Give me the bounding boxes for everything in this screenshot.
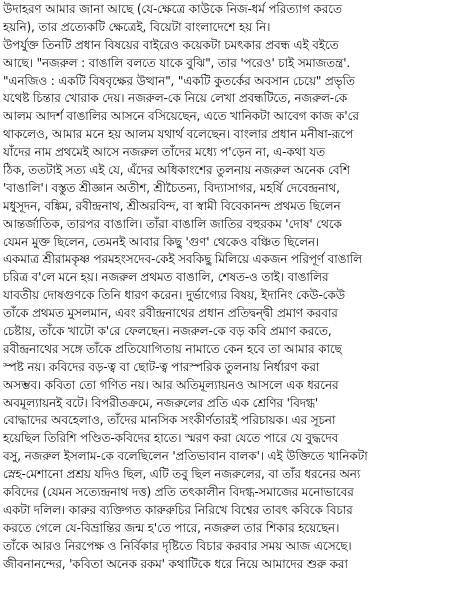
text-line: চেষ্টায়, তাঁকে খাটো ক'রে ফেলছেন। নজরুল-কে বড় কবি প্রমাণ করতে, <box>3 324 332 339</box>
text-line: যাবতীয় দোষগুণকে তিনি ধারণ করেন। দুর্ভাগ্যের বিষয়, ইদানিং কেউ-কেউ <box>3 288 345 303</box>
text-line: তাঁকে আরও নিরপেক্ষ ও নির্বিকার দৃষ্টিতে বিচার করবার সময় আজ এসেছে। <box>3 538 352 553</box>
text-line: উদাহরণ আমার জানা আছে (যে-ক্ষেত্রে কাউকে নিজ-ধর্ম পরিত্যাগ করতে <box>3 2 342 16</box>
text-line: বোদ্ধাদের অবহেলাও, তাঁদের মানসিক সংকীর্ণতারই পরিচায়ক। এর সূচনা <box>3 413 336 428</box>
text-line: আলম আদর্শ বাঙালির আসনে বসিয়েছেন, এতে খানিকটা আবেগ কাজ ক'রে <box>3 109 359 124</box>
text-line: কবিদের (যেমন সত্যেন্দ্রনাথ দত্ত) প্রতি তৎকালীন বিদগ্ধ-সমাজের মনোভাবের <box>3 485 354 500</box>
text-line: একটা দলিল। কারুর ব্যক্তিগত কারুরুচির নিরিখে বিশ্বের তাবৎ কবিকে বিচার <box>3 502 353 517</box>
text-line: তাঁকে প্রথমত মুসলমান, এবং রবীন্দ্রনাথের প্রধান প্রতিদ্বন্দ্বী প্রমাণ করবার <box>3 306 338 321</box>
text-line: যথেষ্ট চিন্তার খোরাক দেয়। নজরুল-কে নিয়ে লেখা প্রবন্ধটিতে, নজরুল-কে <box>3 91 348 106</box>
text-line: একমাত্র শ্রীরামকৃষ্ণ পরমহংসদেব-কেই সবকিছু মিলিয়ে একজন পরিপূর্ণ বাঙালি <box>3 252 362 267</box>
text-line: ঠিক, ততটাই সত্য এই যে, এঁদের অধিকাংশের তুলনায় নজরুল অনেক বেশি <box>3 163 350 178</box>
text-line <box>3 591 452 609</box>
text-line: অসম্ভব। কবিতা তো গণিত নয়। আর অতিমূল্যায়নও আসলে এক ধরনের <box>3 377 339 392</box>
text-line: মধুসূদন, বঙ্কিম, রবীন্দ্রনাথ, শ্রীঅরবিন্দ, বা স্বামী বিবেকানন্দ প্রথমত ছিলেন <box>3 198 341 213</box>
text-line: "এনজিও : একটি বিষবৃক্ষের উত্থান", "একটি কুতর্কের অবসান চেয়ে" প্রভৃতি <box>3 73 355 88</box>
text-line: অবমূল্যায়নই বটে। বিপরীতক্রমে, নজরুলের প্রতি এক শ্রেণির 'বিদগ্ধ' <box>3 395 319 410</box>
text-line: স্পষ্ট নয়। কবিদের বড়-ত্ব বা ছোট-ত্ব পারস্পরিক তুলনায় নির্ধারণ করা <box>3 359 320 374</box>
text-line <box>3 574 452 592</box>
text-line: জীবনানন্দের, 'কবিতা অনেক রকম' কথাটিকে ধরে নিয়ে আমাদের শুরু করা <box>3 556 348 571</box>
text-line: বসু, নজরুল ইসলাম-কে বলেছিলেন 'প্রতিভাবান বালক'। এই উক্তিতে খানিকটা <box>3 449 368 464</box>
text-line: রবীন্দ্রনাথের সঙ্গে তাঁকে প্রতিযোগিতায় নামাতে কেন হবে তা আমার কাছে <box>3 341 342 356</box>
text-line: যাঁদের নাম প্রথমেই আসে নজরুল তাঁদের মধ্যে প'ড়েন না, এ-কথা যত <box>3 145 325 160</box>
text-line: স্নেহ-মেশানো প্রশ্রয় যদিও ছিল, এটি তবু ছিল নজরুলের, বা তাঁর ধরনের অন্য <box>3 467 361 482</box>
text-line: 'বাঙালি'। বস্তুত শ্রীজ্ঞান অতীশ, শ্রীচৈতন্য, বিদ্যাসাগর, মহর্ষি দেবেন্দ্রনাথ, <box>3 180 340 195</box>
text-line: আছে। "নজরুল : বাঙালি বলতে যাকে বুঝি", তার 'পরেও' চাই সমাজতন্ত্র'. <box>3 55 351 70</box>
text-line: করতে গেলে যে-বিভ্রান্তির জন্ম হ'তে পারে, নজরুল তার শিকার হয়েছেন। <box>3 520 340 535</box>
text-line: আন্তর্জাতিক, তারপর বাঙালি। তাঁরা বাঙালি জাতির বহুরকম 'দোষ' থেকে <box>3 216 342 231</box>
text-line: উপর্যুক্ত তিনটি প্রধান বিষয়ের বাইরেও কয়েকটা চমৎকার প্রবন্ধ এই বইতে <box>3 37 339 52</box>
text-line: হয়নি), তার প্রত্যেকটি ক্ষেত্রেই, বিয়েটা বাংলাদেশে হয় নি। <box>3 19 271 34</box>
text-line: হয়েছিল তিরিশি পণ্ডিত-কবিদের হাতে। স্মরণ করা যেতে পারে যে বুদ্ধদেব <box>3 431 339 446</box>
text-line: চরিত্র ব'লে মনে হয়। নজরুল প্রথমত বাঙালি, শেষত-ও তাই। বাঙালির <box>3 270 329 285</box>
text-line: থাকলেও, আমার মনে হয় আলম যথার্থ বলেছেন। বাংলার প্রধান মনীষা-রূপে <box>3 127 354 142</box>
text-line: যেমন মুক্ত ছিলেন, তেমনই আবার কিছু 'গুণ' থেকেও বঞ্চিত ছিলেন। <box>3 234 320 249</box>
